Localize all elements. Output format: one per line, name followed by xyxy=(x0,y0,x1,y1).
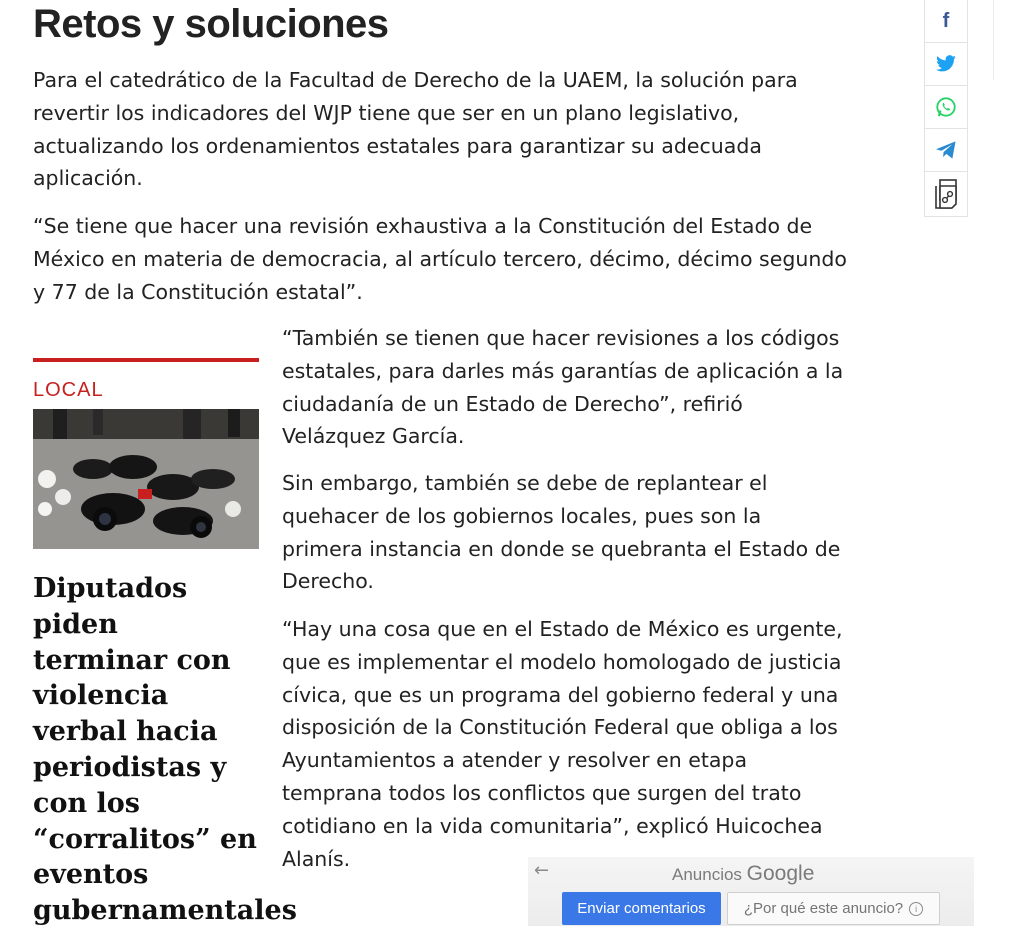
paragraph-3: “También se tienen que hacer revisiones a los códigos estatales, para darles más garantías de aplicación a la ciudadanía de un Estado de Derecho”, refirió Velázquez García. xyxy=(282,326,844,449)
whatsapp-icon xyxy=(935,96,957,118)
twitter-icon xyxy=(935,55,957,73)
section-heading: Retos y soluciones xyxy=(33,2,389,46)
paragraph-2: “Se tiene que hacer una revisión exhaustiva a la Constitución del Estado de México en materia de democracia, al artículo tercero, décimo, décimo segundo y 77 de la Constitución estatal”. xyxy=(33,214,847,304)
paragraph-1: Para el catedrático de la Facultad de Derecho de la UAEM, la solución para revertir los indicadores del WJP tiene que ser en un plano legislativo, actualizando los ordenamientos estatales para garantizar su adecuada aplicación. xyxy=(33,68,798,191)
google-ads-bar xyxy=(528,857,974,926)
share-bar xyxy=(924,0,968,217)
related-section-label[interactable]: LOCAL xyxy=(33,379,104,401)
cameras-on-ground-image xyxy=(33,409,259,549)
why-this-ad-label: ¿Por qué este anuncio? xyxy=(743,900,904,917)
copy-link-icon xyxy=(932,178,960,210)
twitter-share-button[interactable] xyxy=(924,43,968,86)
copy-link-button[interactable] xyxy=(924,172,968,217)
telegram-share-button[interactable] xyxy=(924,129,968,172)
paragraph-5: “Hay una cosa que en el Estado de México es urgente, que es implementar el modelo homologado de justicia cívica, que es un programa del gobierno federal y una disposición de la Constitución Federal que obliga a los Ayuntamientos a atender y resolver en etapa temprana todos los conflictos que surgen del trato cotidiano en la vida comunitaria”, explicó Huicochea Alanís. xyxy=(282,617,843,871)
related-article-headline[interactable]: Diputados piden terminar con violencia verbal hacia periodistas y con los “corralitos” en eventos gubernamentales xyxy=(33,573,297,927)
google-brand: Google xyxy=(746,862,815,885)
send-feedback-button[interactable]: Enviar comentarios xyxy=(562,892,721,925)
facebook-share-button[interactable] xyxy=(924,0,968,43)
telegram-icon xyxy=(935,140,957,160)
ads-label: Anuncios xyxy=(672,865,742,884)
info-icon: i xyxy=(909,902,923,916)
ads-brand-label xyxy=(672,862,814,886)
back-arrow-icon[interactable]: ← xyxy=(534,860,550,881)
page-edge-divider xyxy=(993,0,994,80)
why-this-ad-button[interactable] xyxy=(727,892,940,925)
paragraph-4: Sin embargo, también se debe de replantear el quehacer de los gobiernos locales, pues son la primera instancia en donde se quebranta el Estado de Derecho. xyxy=(282,471,841,594)
related-article-card[interactable] xyxy=(33,358,297,929)
whatsapp-share-button[interactable] xyxy=(924,86,968,129)
related-article-photo[interactable] xyxy=(33,409,259,549)
section-rule xyxy=(33,358,259,362)
facebook-icon: f xyxy=(942,9,950,32)
